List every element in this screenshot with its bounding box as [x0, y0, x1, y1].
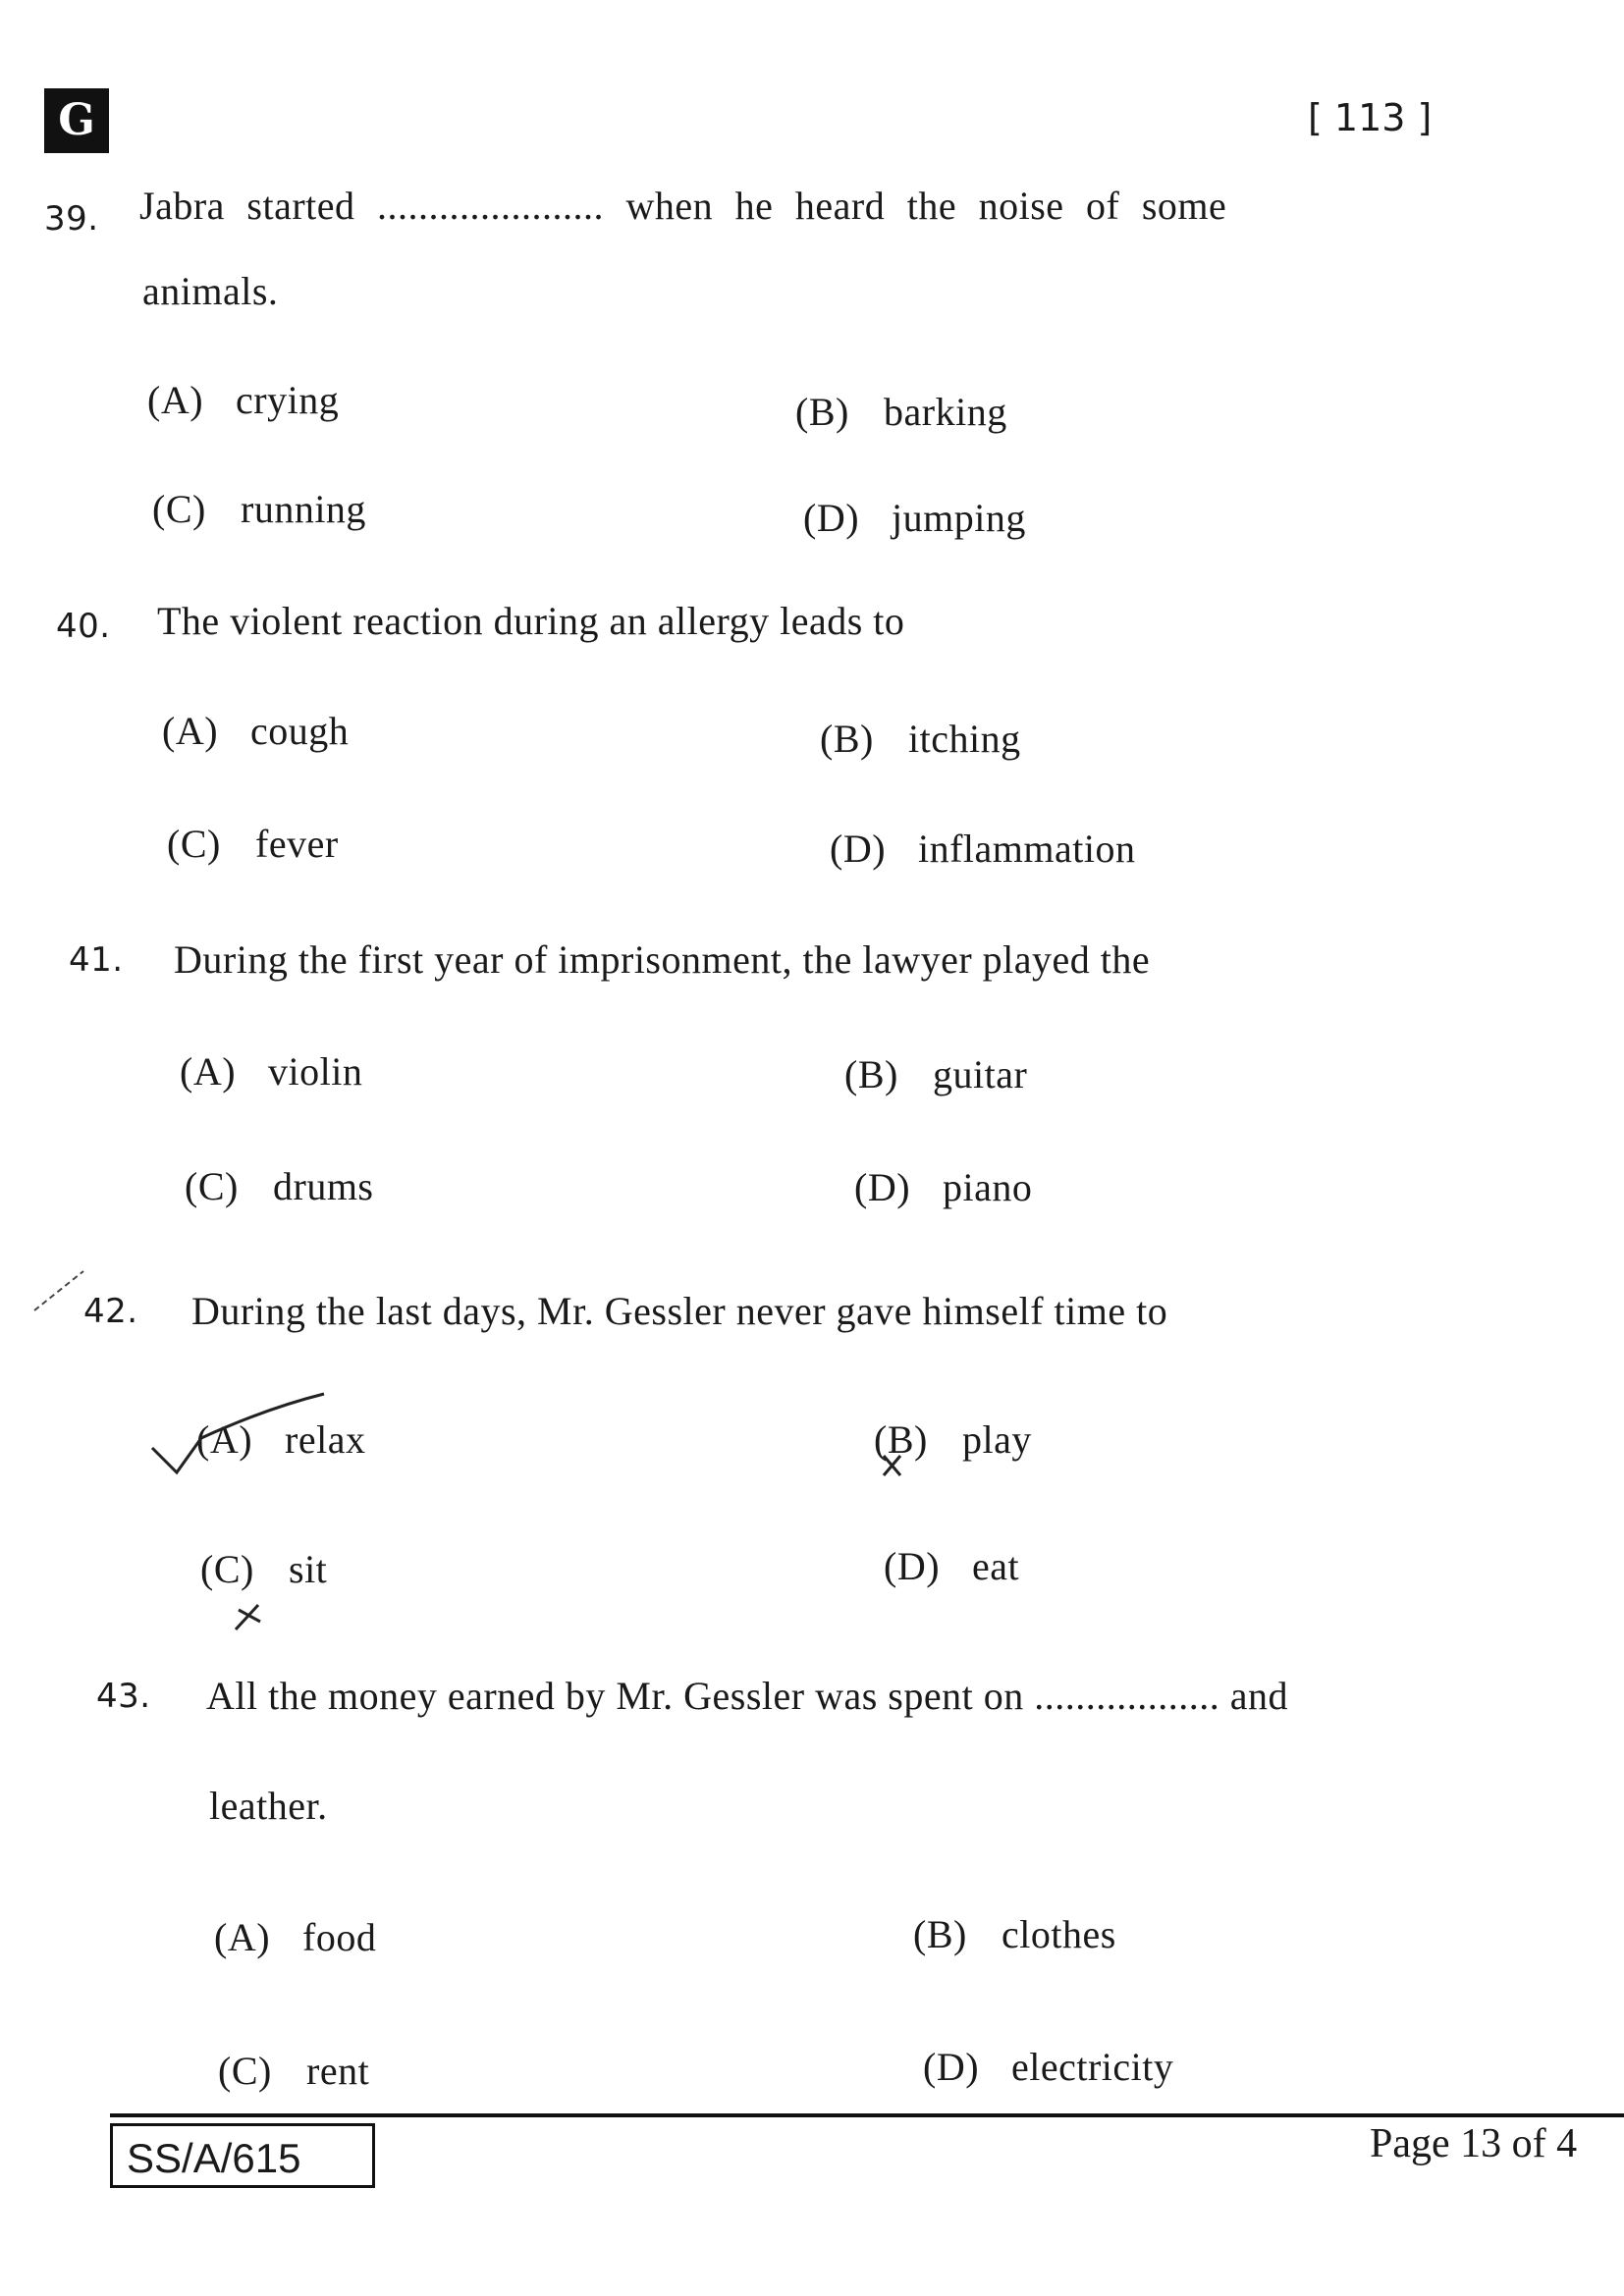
footer-rule [110, 2113, 1624, 2117]
option-b[interactable] [795, 388, 1007, 437]
question-text: During the first year of imprisonment, the lawyer played the [174, 937, 1151, 982]
option-a[interactable] [162, 707, 349, 756]
option-label: (B) [795, 390, 849, 434]
option-d[interactable] [923, 2043, 1173, 2092]
option-a[interactable] [147, 376, 339, 425]
option-label: (A) [180, 1049, 237, 1094]
option-label: (D) [803, 496, 860, 540]
option-c[interactable] [200, 1545, 327, 1594]
option-c[interactable] [167, 820, 339, 869]
option-d[interactable] [854, 1163, 1032, 1212]
option-text: barking [884, 390, 1007, 434]
option-label: (A) [196, 1417, 253, 1462]
option-label: (B) [820, 717, 874, 761]
option-text: jumping [892, 496, 1026, 540]
option-text: running [241, 487, 366, 531]
question-number: 43. [96, 1677, 151, 1716]
option-text: crying [236, 378, 340, 422]
option-text: sit [289, 1547, 328, 1591]
option-text: fever [255, 822, 339, 866]
option-a[interactable] [214, 1913, 376, 1962]
cross-mark-icon [231, 1600, 265, 1634]
option-text: rent [306, 2049, 370, 2093]
question-number: 41. [69, 940, 124, 980]
option-d[interactable] [884, 1542, 1019, 1591]
cross-mark-icon [879, 1451, 908, 1480]
question-text-cont: animals. [142, 269, 279, 313]
option-label: (B) [844, 1052, 898, 1096]
option-c[interactable] [152, 485, 366, 534]
option-text: relax [285, 1417, 366, 1462]
series-badge: G [44, 88, 109, 153]
option-b[interactable] [844, 1050, 1027, 1099]
option-label: (D) [854, 1165, 911, 1209]
option-text: itching [908, 717, 1021, 761]
option-label: (D) [884, 1544, 941, 1588]
option-label: (C) [185, 1164, 239, 1208]
option-text: play [962, 1417, 1032, 1462]
option-text: drums [273, 1164, 374, 1208]
question-text: All the money earned by Mr. Gessler was spent on .................. and [206, 1674, 1288, 1718]
option-text: cough [250, 709, 350, 753]
option-label: (A) [147, 378, 204, 422]
option-text: guitar [933, 1052, 1028, 1096]
option-label: (C) [167, 822, 221, 866]
option-label: (D) [830, 827, 887, 871]
option-d[interactable] [830, 825, 1136, 874]
question-text: Jabra started ...................... when he heard the noise of some [139, 184, 1227, 228]
option-label: (C) [218, 2049, 272, 2093]
question-number: 39. [44, 199, 99, 239]
option-text: eat [972, 1544, 1020, 1588]
option-c[interactable] [218, 2047, 369, 2096]
option-label: (C) [200, 1547, 254, 1591]
paper-code: SS/A/615 [110, 2123, 375, 2188]
option-text: clothes [1001, 1912, 1116, 1956]
question-text: The violent reaction during an allergy leads to [157, 599, 905, 643]
option-label: (B) [913, 1912, 967, 1956]
option-c[interactable] [185, 1162, 374, 1211]
option-label: (A) [162, 709, 219, 753]
page-number: Page 13 of 4 [1370, 2121, 1578, 2166]
question-text: During the last days, Mr. Gessler never gave himself time to [191, 1289, 1168, 1333]
option-d[interactable] [803, 494, 1026, 543]
pen-stroke-icon [29, 1266, 88, 1315]
question-text-cont: leather. [209, 1784, 328, 1828]
option-text: food [302, 1915, 377, 1959]
question-number: 42. [83, 1292, 138, 1331]
option-label: (A) [214, 1915, 271, 1959]
option-text: violin [268, 1049, 363, 1094]
option-b[interactable] [913, 1910, 1116, 1959]
option-label: (C) [152, 487, 206, 531]
option-text: inflammation [918, 827, 1136, 871]
option-text: piano [943, 1165, 1033, 1209]
question-number: 40. [56, 607, 111, 646]
checkmark-icon [147, 1389, 334, 1477]
page-marker: [ 113 ] [1308, 96, 1433, 139]
option-label: (B) [874, 1417, 928, 1462]
option-text: electricity [1011, 2045, 1174, 2089]
option-a[interactable] [180, 1047, 362, 1096]
option-label: (D) [923, 2045, 980, 2089]
option-b[interactable] [820, 715, 1021, 764]
